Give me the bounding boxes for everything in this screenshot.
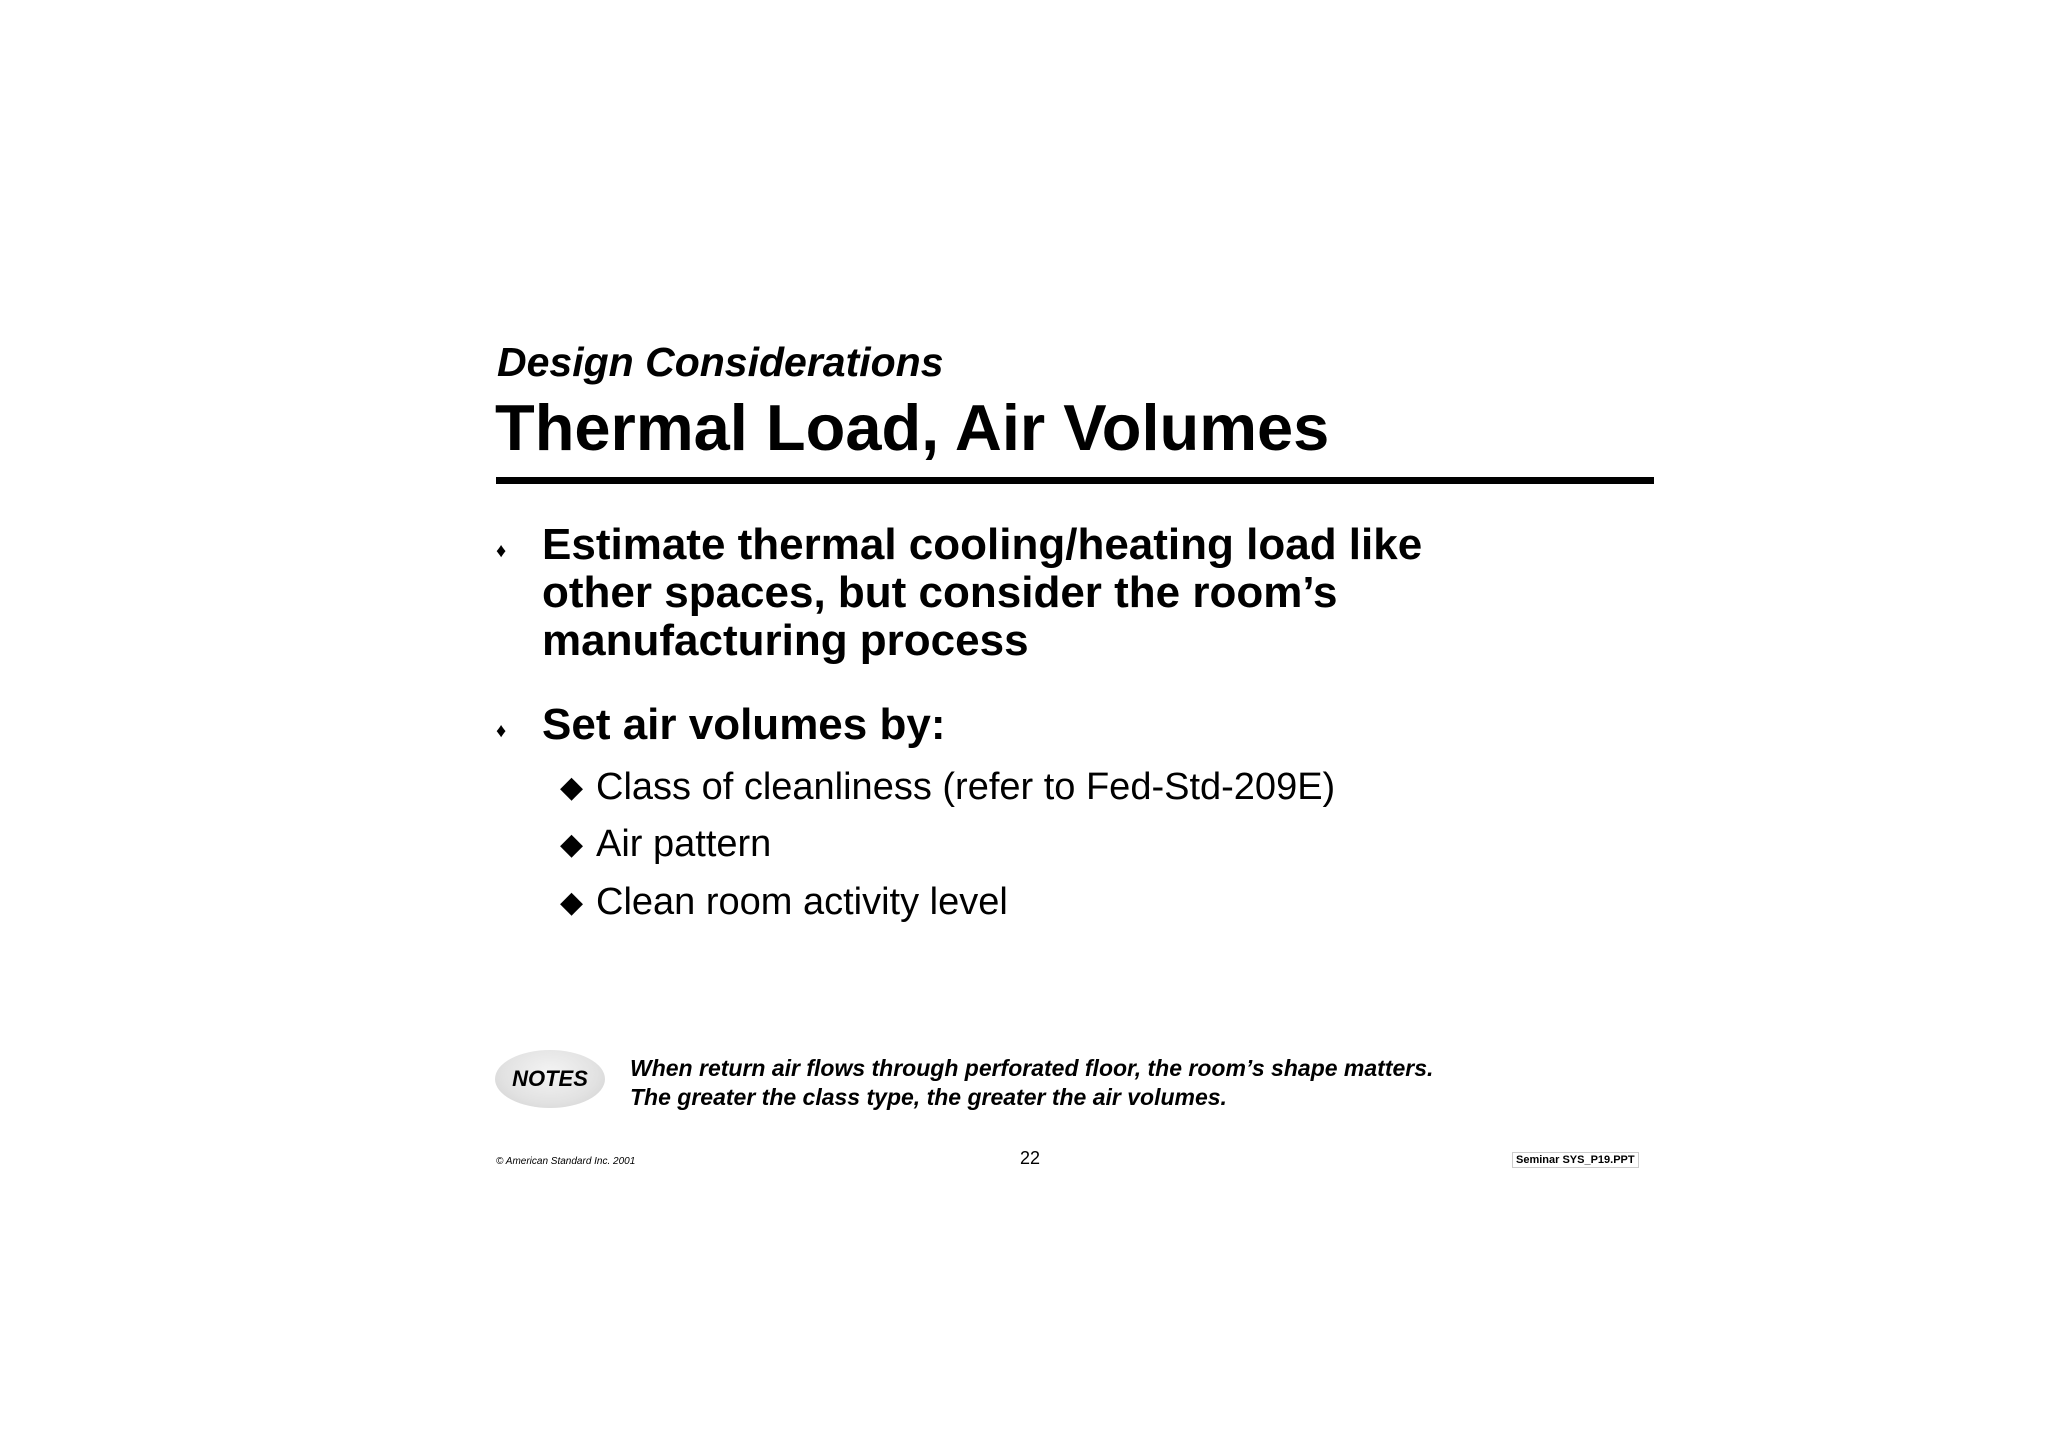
bullet-text: Set air volumes by: [542,700,946,749]
sub-bullet-text: Class of cleanliness (refer to Fed-Std-209E) [596,766,1336,808]
diamond-bullet-icon: ♦ [496,720,507,742]
bullet-line: Estimate thermal cooling/heating load like [542,520,1423,569]
sub-bullet-item [560,822,771,867]
diamond-sub-bullet-icon: ◆ [560,828,584,861]
footer-copyright: © American Standard Inc. 2001 [496,1156,636,1167]
sub-bullet-text: Clean room activity level [596,881,1008,923]
diamond-bullet-icon: ♦ [496,540,507,562]
page-number: 22 [1020,1148,1041,1168]
diamond-sub-bullet-icon: ◆ [560,771,584,804]
bullet-text [542,521,1422,665]
notes-badge: NOTES [495,1050,605,1108]
notes-text [630,1054,1433,1112]
sub-bullet-item [560,880,1008,925]
bullet-line: other spaces, but consider the room’s [542,568,1338,617]
slide-subtitle: Design Considerations [497,339,944,385]
slide-title: Thermal Load, Air Volumes [495,391,1330,464]
sub-bullet-item [560,765,1335,810]
bullet-line: manufacturing process [542,616,1029,665]
notes-line: The greater the class type, the greater the air volumes. [630,1084,1227,1110]
diamond-sub-bullet-icon: ◆ [560,886,584,919]
notes-line: When return air flows through perforated floor, the room’s shape matters. [630,1055,1434,1081]
sub-bullet-text: Air pattern [596,823,772,865]
footer-file-name: Seminar SYS_P19.PPT [1512,1152,1639,1168]
title-divider [496,477,1654,484]
